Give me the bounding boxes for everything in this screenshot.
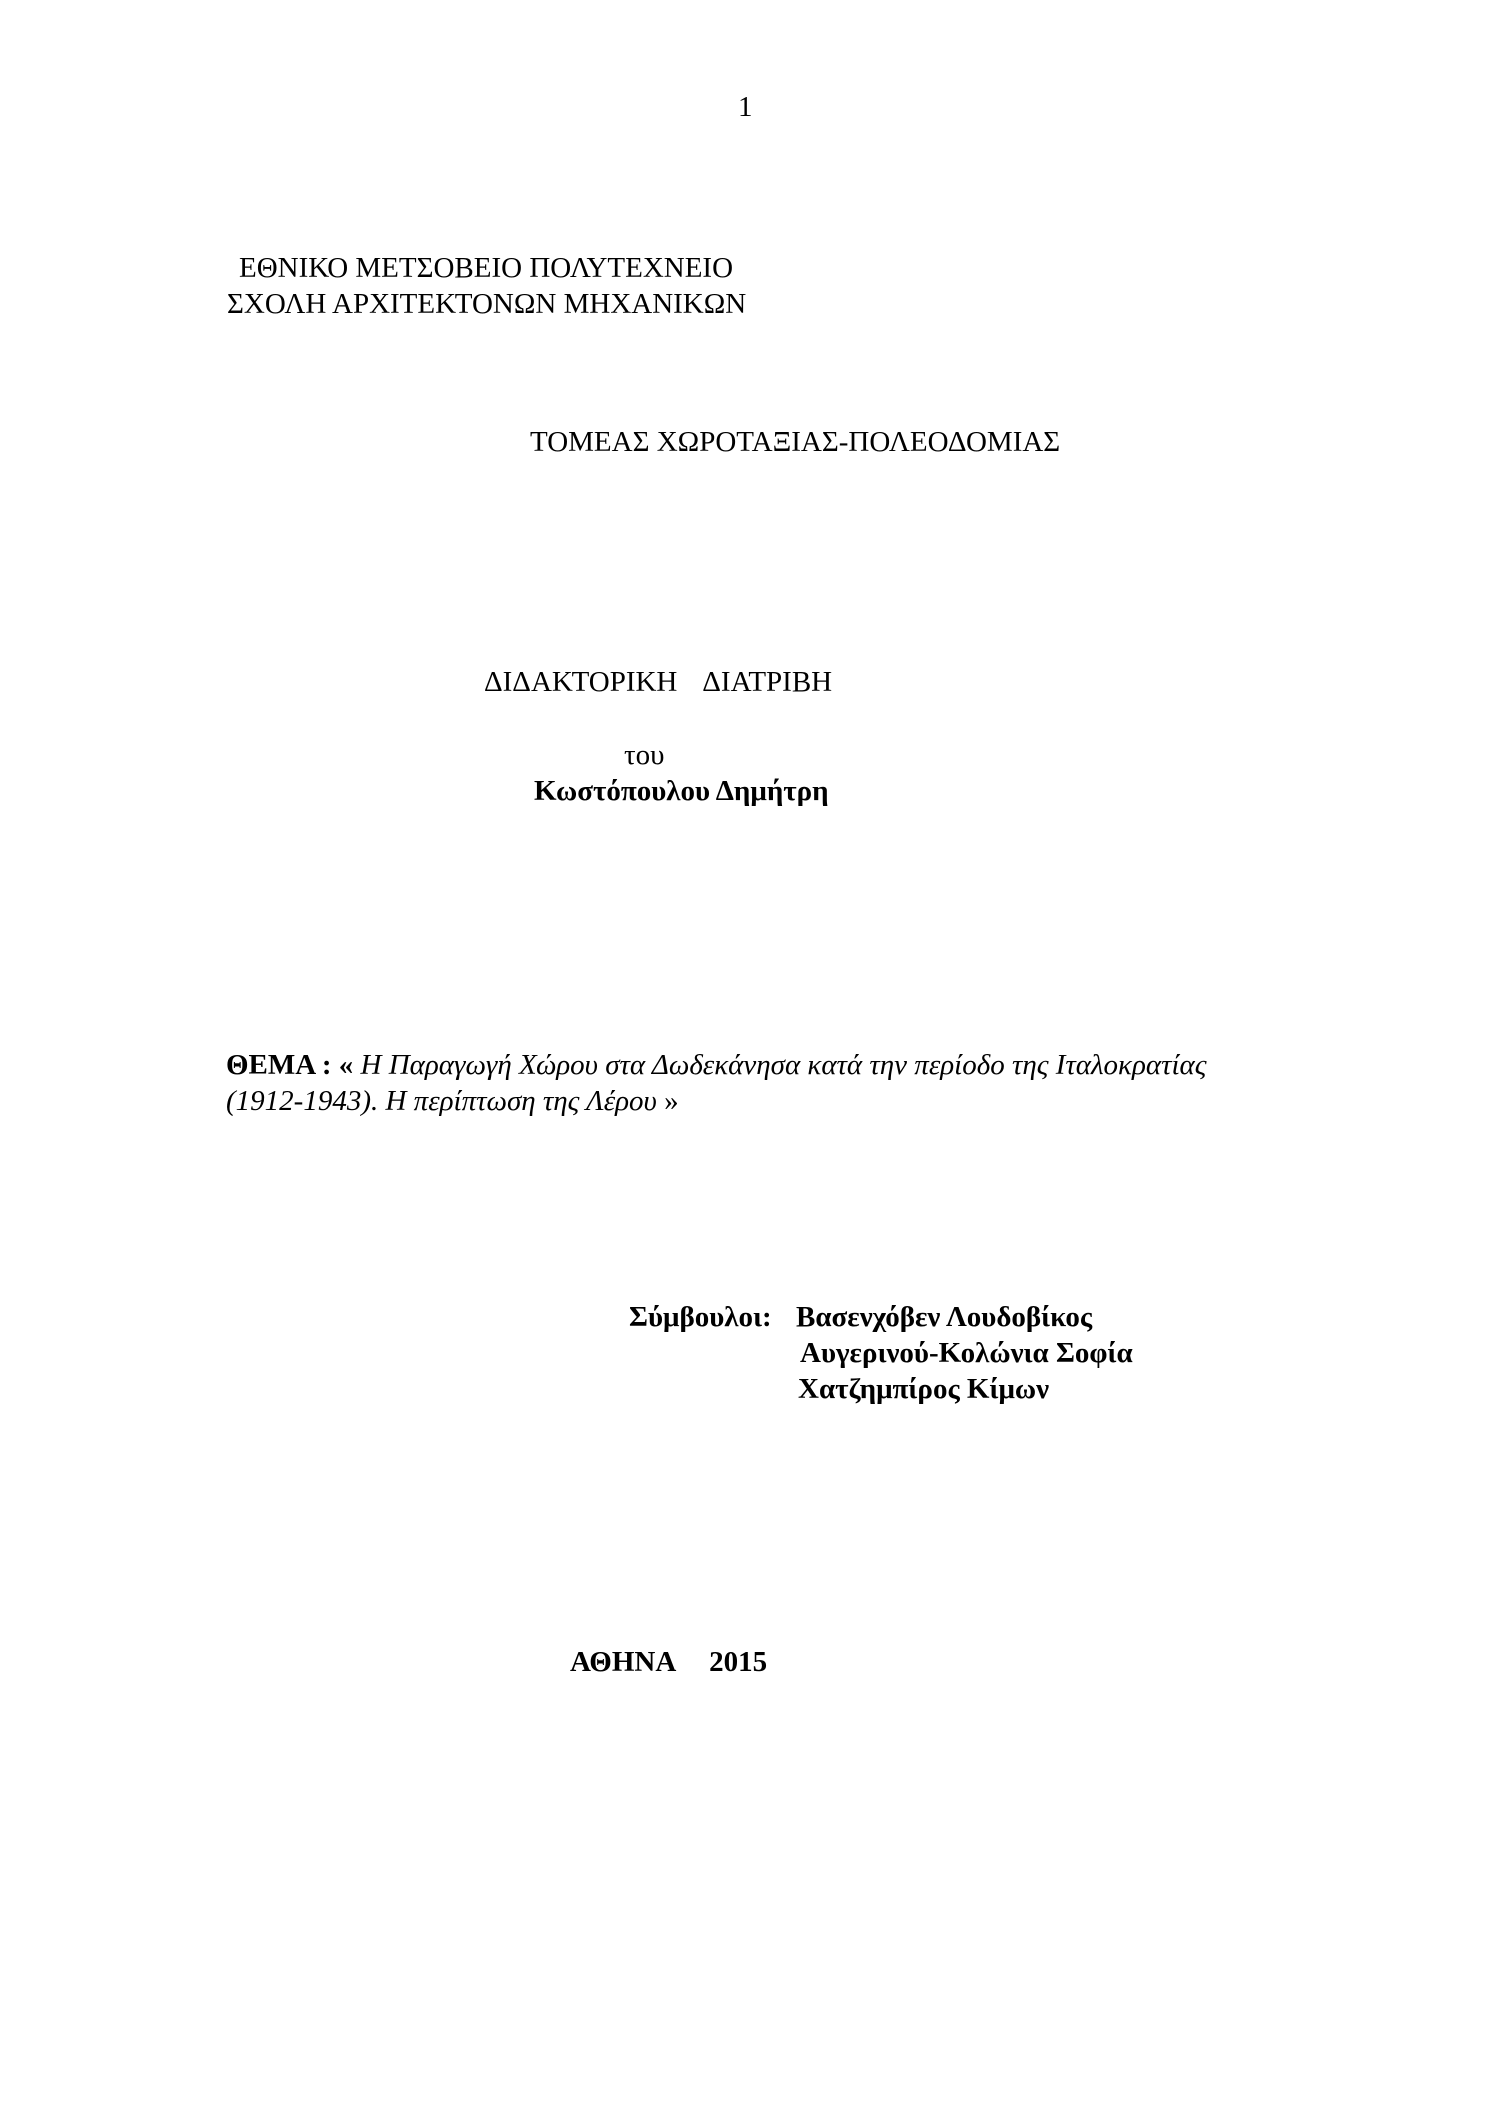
document-type: ΔΙΔΑΚΤΟΡΙΚΗ ΔΙΑΤΡΙΒΗ bbox=[484, 666, 833, 698]
advisor-name: Βασενχόβεν Λουδοβίκος bbox=[796, 1301, 1093, 1333]
author-prefix: του bbox=[624, 739, 665, 771]
place-year: ΑΘΗΝΑ 2015 bbox=[570, 1646, 768, 1678]
advisors-label: Σύμβουλοι: bbox=[629, 1301, 772, 1333]
subject-label: ΘΕΜΑ : « bbox=[226, 1049, 354, 1081]
advisor-name: Αυγερινού-Κολώνια Σοφία bbox=[800, 1337, 1133, 1369]
school-name: ΣΧΟΛΗ ΑΡΧΙΤΕΚΤΟΝΩΝ ΜΗΧΑΝΙΚΩΝ bbox=[227, 288, 747, 320]
page-number: 1 bbox=[738, 91, 753, 123]
subject-title-line-2: (1912-1943). Η περίπτωση της Λέρου bbox=[226, 1085, 657, 1117]
subject-line-2 bbox=[226, 1084, 679, 1118]
subject-line-1 bbox=[226, 1048, 1207, 1082]
advisor-name: Χατζημπίρος Κίμων bbox=[798, 1373, 1050, 1405]
subject-title-line-1: Η Παραγωγή Χώρου στα Δωδεκάνησα κατά την περίοδο της Ιταλοκρατίας bbox=[353, 1049, 1207, 1081]
department-name: ΤΟΜΕΑΣ ΧΩΡΟΤΑΞΙΑΣ-ΠΟΛΕΟΔΟΜΙΑΣ bbox=[530, 426, 1061, 458]
author-name: Κωστόπουλου Δημήτρη bbox=[534, 775, 829, 807]
institution-name: ΕΘΝΙΚΟ ΜΕΤΣΟΒΕΙΟ ΠΟΛΥΤΕΧΝΕΙΟ bbox=[239, 252, 734, 284]
subject-closing-quote: » bbox=[656, 1085, 679, 1117]
